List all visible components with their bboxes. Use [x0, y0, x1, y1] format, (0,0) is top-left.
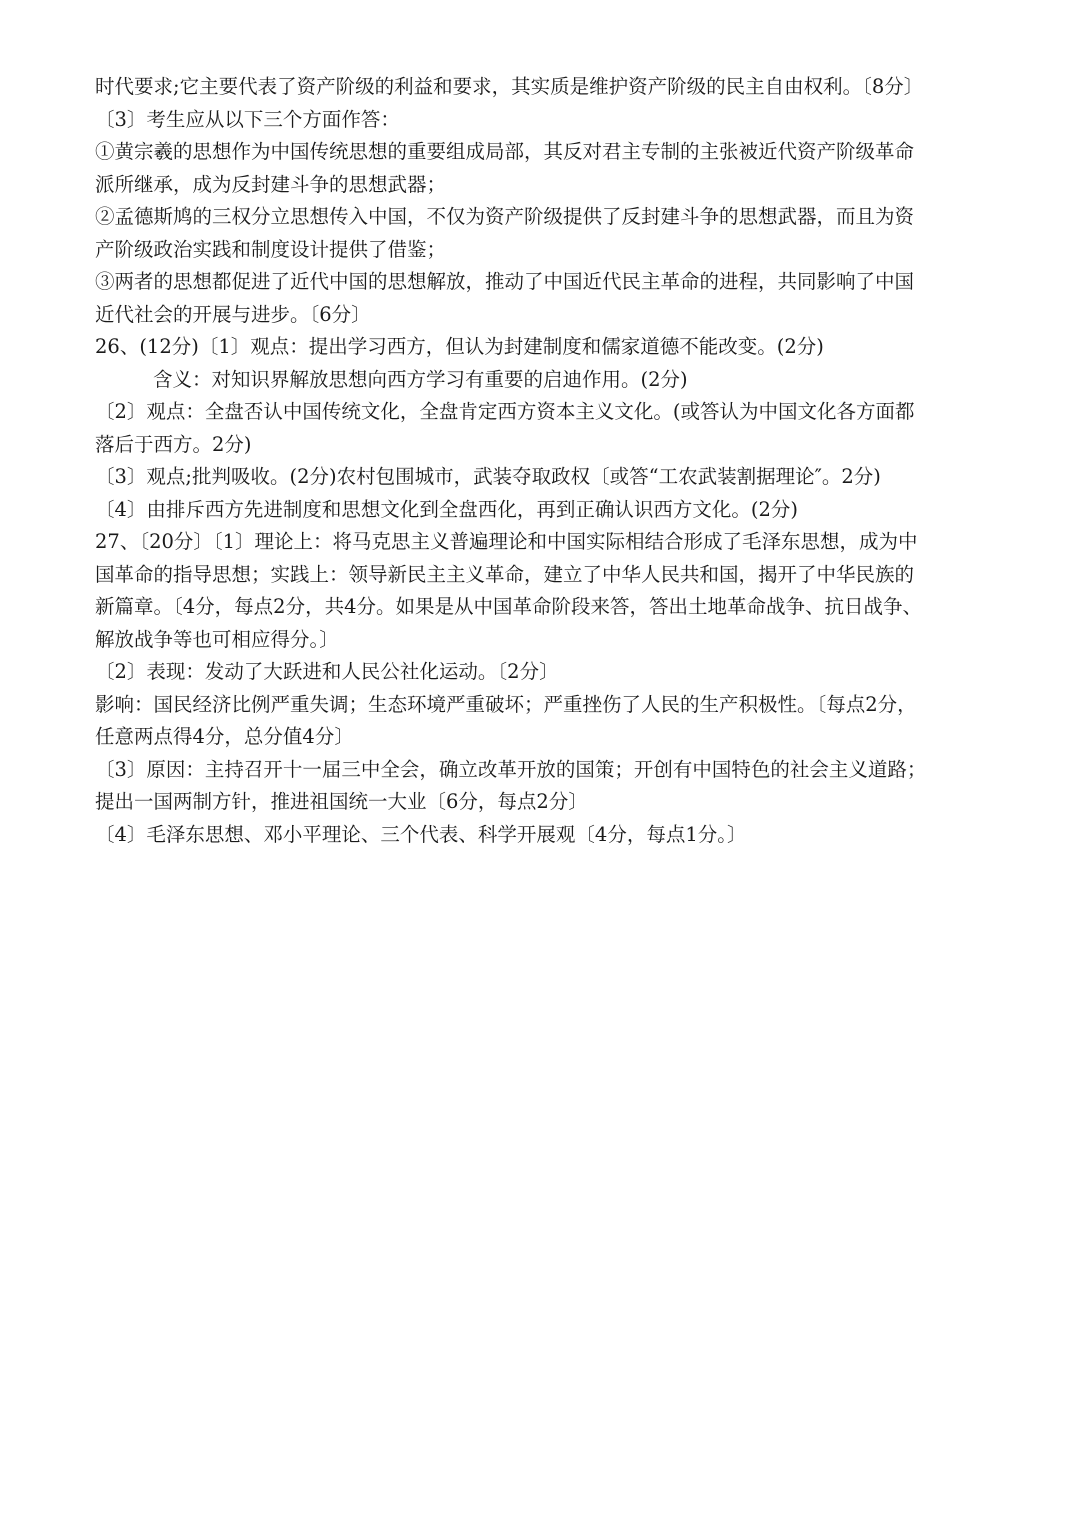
text-line: 〔3〕原因：主持召开十一届三中全会，确立改革开放的国策；开创有中国特色的社会主义道路； [95, 757, 927, 781]
text-line: 近代社会的开展与进步。〔6分〕 [95, 302, 371, 326]
text-line: 〔2〕表现：发动了大跃进和人民公社化运动。〔2分〕 [95, 660, 559, 683]
text-line: 产阶级政治实践和制度设计提供了借鉴； [95, 237, 447, 261]
text-line: 落后于西方。2分) [95, 432, 252, 456]
text-line: ①黄宗羲的思想作为中国传统思想的重要组成局部，其反对君主专制的主张被近代资产阶级革命 [95, 140, 915, 163]
text-line: ②孟德斯鸠的三权分立思想传入中国，不仅为资产阶级提供了反封建斗争的思想武器，而且为资 [95, 205, 915, 228]
text-line: 新篇章。〔4分，每点2分，共4分。如果是从中国革命阶段来答，答出土地革命战争、抗日战争、 [95, 595, 922, 618]
text-line: ③两者的思想都促进了近代中国的思想解放，推动了中国近代民主革命的进程，共同影响了中国 [95, 270, 915, 293]
text-line: 影响：国民经济比例严重失调；生态环境严重破坏；严重挫伤了人民的生产积极性。〔每点2分， [95, 692, 917, 716]
text-line: 任意两点得4分，总分值4分〕 [95, 725, 354, 748]
answer-key-text [95, 71, 1015, 851]
text-line: 时代要求;它主要代表了资产阶级的利益和要求，其实质是维护资产阶级的民主自由权利。〔8分〕 [95, 75, 924, 98]
text-line: 〔3〕观点;批判吸收。(2分)农村包围城市，武装夺取政权〔或答“工农武装割据理论″。2分) [95, 465, 881, 488]
text-line: 〔4〕毛泽东思想、邓小平理论、三个代表、科学开展观〔4分，每点1分。〕 [95, 822, 747, 846]
text-line: 26、(12分)〔1〕观点：提出学习西方，但认为封建制度和儒家道德不能改变。(2分) [95, 335, 824, 358]
text-line: 〔2〕观点：全盘否认中国传统文化，全盘肯定西方资本主义文化。(或答认为中国文化各方面都 [95, 400, 915, 423]
text-line: 解放战争等也可相应得分。〕 [95, 627, 339, 651]
text-line: 27、〔20分〕〔1〕理论上：将马克思主义普遍理论和中国实际相结合形成了毛泽东思想，成为中 [95, 530, 918, 553]
text-line: 〔3〕考生应从以下三个方面作答： [95, 107, 400, 131]
text-line: 派所继承，成为反封建斗争的思想武器； [95, 172, 447, 196]
text-line: 含义：对知识界解放思想向西方学习有重要的启迪作用。(2分) [153, 367, 688, 391]
text-line: 提出一国两制方针，推进祖国统一大业〔6分，每点2分〕 [95, 790, 588, 813]
text-line: 国革命的指导思想；实践上：领导新民主主义革命，建立了中华人民共和国，揭开了中华民族的 [95, 562, 915, 586]
text-line: 〔4〕由排斥西方先进制度和思想文化到全盘西化，再到正确认识西方文化。(2分) [95, 497, 799, 521]
